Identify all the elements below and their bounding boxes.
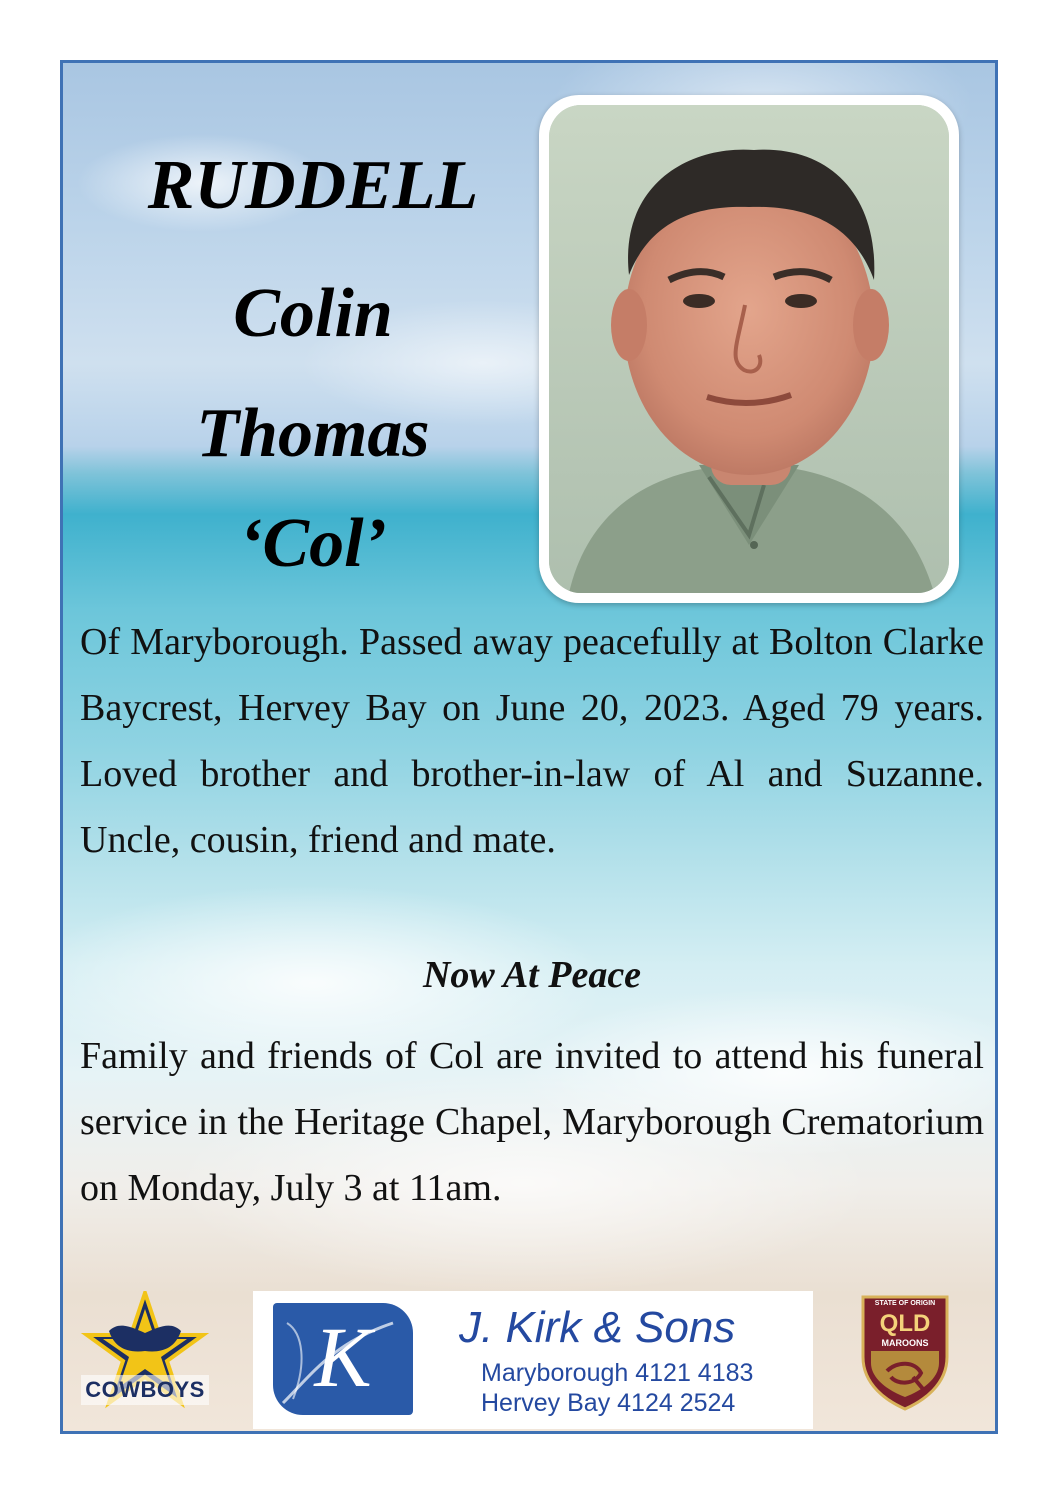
portrait-illustration bbox=[549, 105, 949, 593]
maryborough-phone: Maryborough 4121 4183 bbox=[481, 1359, 754, 1387]
badge-qld: QLD bbox=[879, 1310, 931, 1337]
portrait-photo bbox=[539, 95, 959, 603]
funeral-director-logo bbox=[253, 1291, 813, 1429]
badge-maroons: MAROONS bbox=[881, 1338, 929, 1348]
middle-name: Thomas bbox=[196, 395, 430, 472]
death-notice-paragraph: Of Maryborough. Passed away peacefully at Bolton Clarke Baycrest, Hervey Bay on June 20, 2023. Aged 79 years. Loved brother and brother-in-law of Al and Suzanne. Uncle, cousin, friend and mate. bbox=[80, 621, 984, 861]
hervey-bay-phone: Hervey Bay 4124 2524 bbox=[481, 1389, 736, 1417]
epitaph: Now At Peace bbox=[422, 954, 642, 996]
surname-heading: RUDDELL bbox=[147, 147, 479, 224]
cowboys-logo bbox=[79, 1291, 211, 1413]
kirk-monogram-badge bbox=[273, 1303, 413, 1415]
badge-state-of-origin: STATE OF ORIGIN bbox=[874, 1300, 936, 1307]
notice-frame bbox=[60, 60, 998, 1434]
nickname: ‘Col’ bbox=[239, 505, 387, 582]
kirk-monogram-letter: K bbox=[314, 1309, 372, 1405]
funeral-director-name: J. Kirk & Sons bbox=[459, 1303, 736, 1352]
funeral-service-paragraph: Family and friends of Col are invited to attend his funeral service in the Heritage Chapel, Maryborough Crematorium on Monday, July 3 at 11am. bbox=[80, 1035, 984, 1209]
qld-maroons-logo bbox=[857, 1293, 953, 1411]
cowboys-wordmark: COWBOYS bbox=[85, 1377, 205, 1402]
first-name: Colin bbox=[233, 275, 393, 352]
